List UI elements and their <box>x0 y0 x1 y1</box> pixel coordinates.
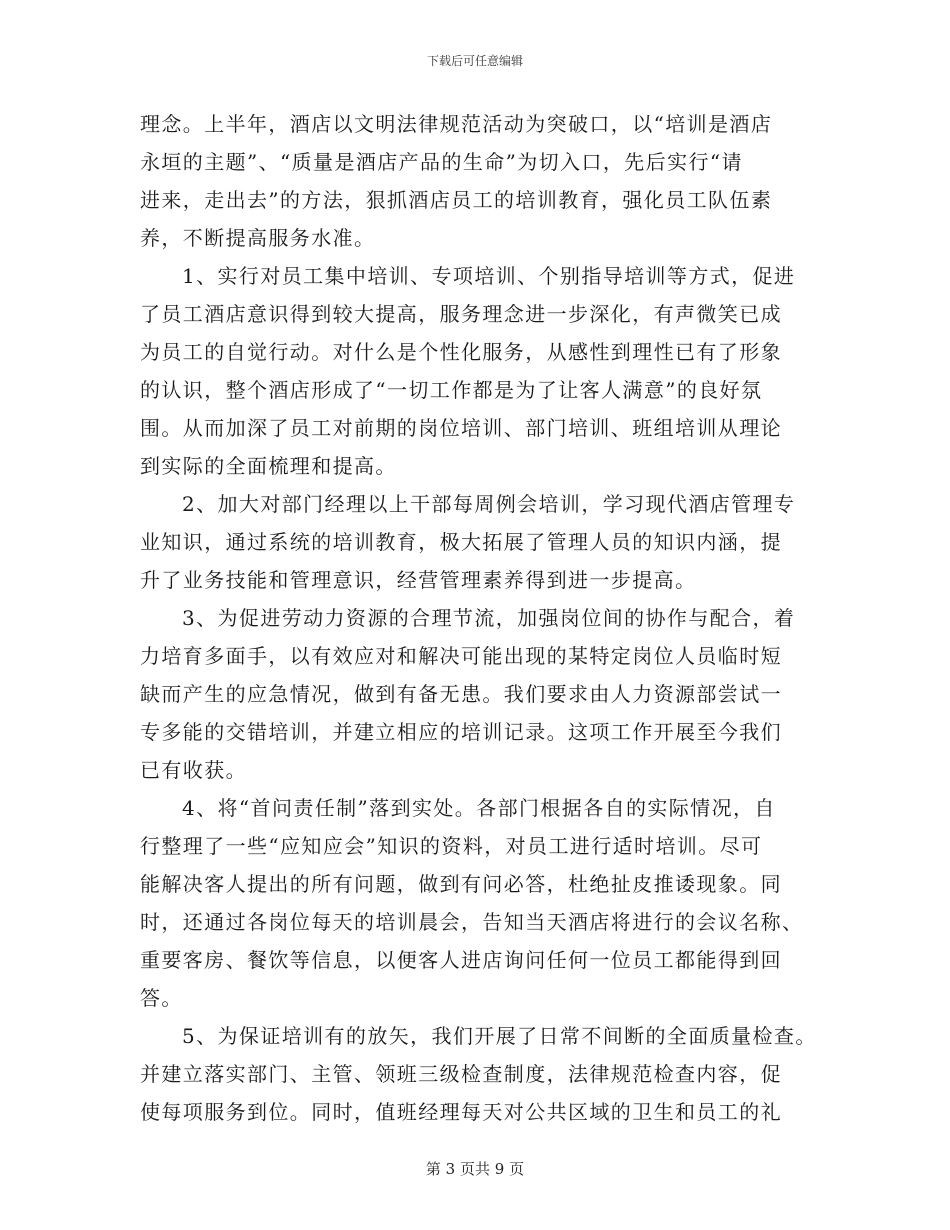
text-line: 为员工的自觉行动。对什么是个性化服务，从感性到理性已有了形象 <box>140 340 782 364</box>
text-line: 答。 <box>140 986 183 1010</box>
text-line: 了员工酒店意识得到较大提高，服务理念进一步深化，有声微笑已成 <box>140 302 782 326</box>
text-line: 重要客房、餐饮等信息，以便客人进店询问任何一位员工都能得到回 <box>140 948 782 972</box>
text-line: 养，不断提高服务水准。 <box>140 226 376 250</box>
paragraph-1-start: 1、实行对员工集中培训、专项培训、个别指导培训等方式，促进 <box>182 264 796 288</box>
paragraph-2-start: 2、加大对部门经理以上干部每周例会培训，学习现代酒店管理专 <box>182 492 796 516</box>
text-line: 专多能的交错培训，并建立相应的培训记录。这项工作开展至今我们 <box>140 720 782 744</box>
text-line: 围。从而加深了员工对前期的岗位培训、部门培训、班组培训从理论 <box>140 416 782 440</box>
text-line: 使每项服务到位。同时，值班经理每天对公共区域的卫生和员工的礼 <box>140 1100 782 1124</box>
paragraph-5-start: 5、为保证培训有的放矢，我们开展了日常不间断的全面质量检查。 <box>182 1024 817 1048</box>
text-line: 已有收获。 <box>140 758 247 782</box>
text-line: 进来，走出去”的方法，狠抓酒店员工的培训教育，强化员工队伍素 <box>140 188 773 212</box>
paragraph-3-start: 3、为促进劳动力资源的合理节流，加强岗位间的协作与配合，着 <box>182 606 796 630</box>
text-line: 永垣的主题”、“质量是酒店产品的生命”为切入口，先后实行“请 <box>140 150 743 174</box>
paragraph-4-start: 4、将“首问责任制”落到实处。各部门根据各自的实际情况，自 <box>182 796 776 820</box>
page-number: 第 3 页共 9 页 <box>425 1160 525 1178</box>
text-line: 时，还通过各岗位每天的培训晨会，告知当天酒店将进行的会议名称、 <box>140 910 804 934</box>
text-line: 力培育多面手，以有效应对和解决可能出现的某特定岗位人员临时短 <box>140 644 782 668</box>
text-line: 并建立落实部门、主管、领班三级检查制度，法律规范检查内容，促 <box>140 1062 782 1086</box>
text-line: 缺而产生的应急情况，做到有备无患。我们要求由人力资源部尝试一 <box>140 682 782 706</box>
text-line: 业知识，通过系统的培训教育，极大拓展了管理人员的知识内涵，提 <box>140 530 782 554</box>
text-line: 理念。上半年，酒店以文明法律规范活动为突破口，以“培训是酒店 <box>140 112 773 136</box>
text-line: 升了业务技能和管理意识，经营管理素养得到进一步提高。 <box>140 568 697 592</box>
text-line: 的认识，整个酒店形成了“一切工作都是为了让客人满意”的良好氛 <box>140 378 763 402</box>
text-line: 能解决客人提出的所有问题，做到有问必答，杜绝扯皮推诿现象。同 <box>140 872 782 896</box>
text-line: 行整理了一些“应知应会”知识的资料，对员工进行适时培训。尽可 <box>140 834 763 858</box>
text-line: 到实际的全面梳理和提高。 <box>140 454 397 478</box>
page-header: 下载后可任意编辑 <box>426 54 523 68</box>
